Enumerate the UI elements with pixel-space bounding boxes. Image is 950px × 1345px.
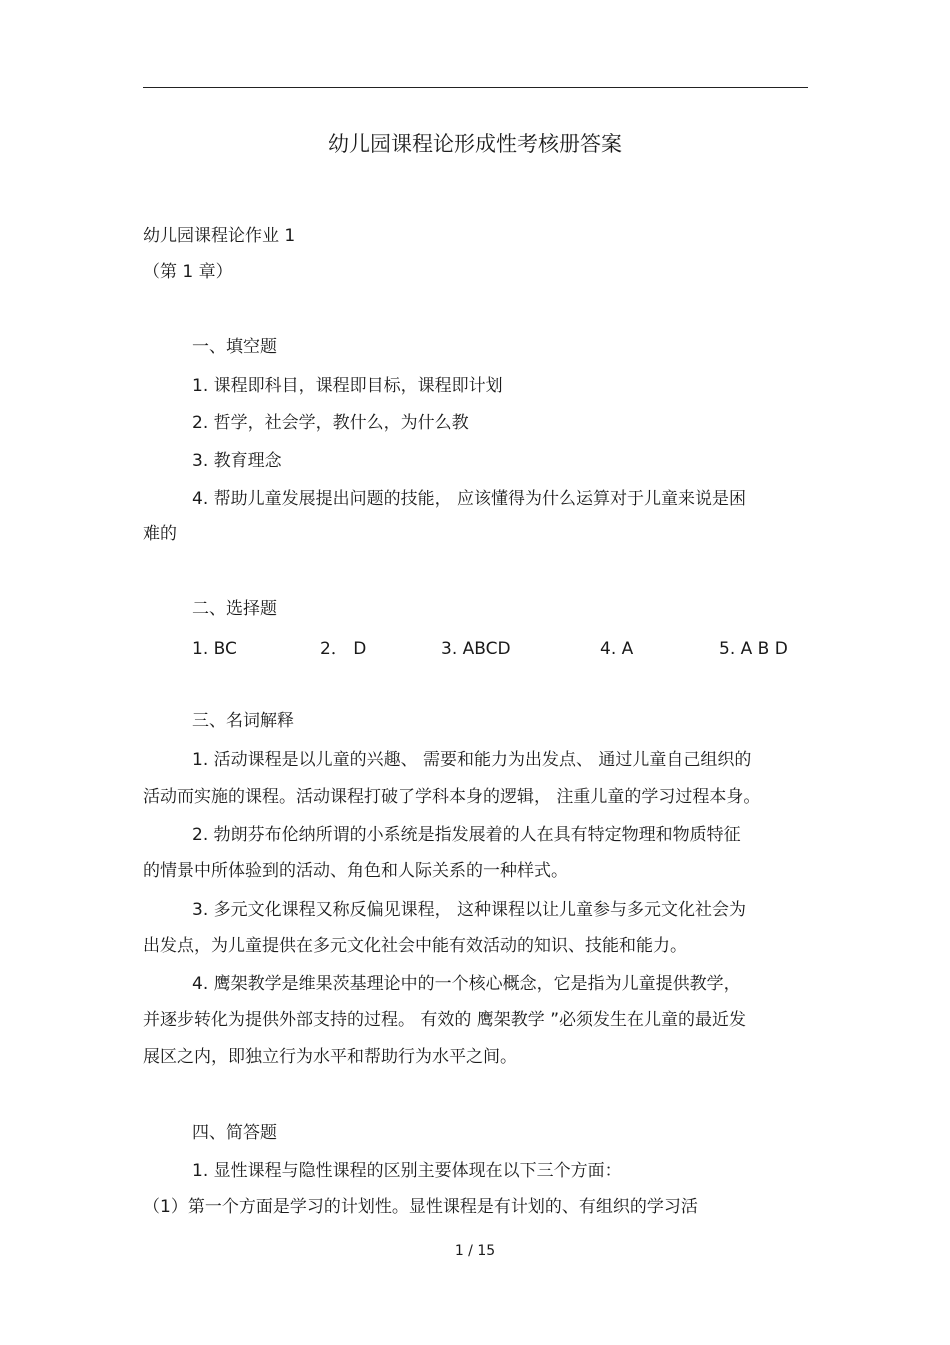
chapter-label: （第 1 章） xyxy=(143,262,233,282)
term-1-line-2: 活动而实施的课程。活动课程打破了学科本身的逻辑， 注重儿童的学习过程本身。 xyxy=(143,787,761,807)
page-title: 幼儿园课程论形成性考核册答案 xyxy=(328,132,622,156)
choice-answer-3: 3. ABCD xyxy=(441,639,511,659)
choice-answer-1: 1. BC xyxy=(192,639,237,659)
term-3-line-2: 出发点，为儿童提供在多元文化社会中能有效活动的知识、技能和能力。 xyxy=(143,936,687,956)
term-4-line-3: 展区之内，即独立行为水平和帮助行为水平之间。 xyxy=(143,1047,517,1067)
section-heading-terms: 三、名词解释 xyxy=(192,711,294,731)
term-2-line-1: 2. 勃朗芬布伦纳所谓的小系统是指发展着的人在具有特定物理和物质特征 xyxy=(192,825,741,845)
fill-blank-answer-3: 3. 教育理念 xyxy=(192,451,282,471)
fill-blank-answer-4: 4. 帮助儿童发展提出问题的技能， 应该懂得为什么运算对于儿童来说是困 xyxy=(192,489,747,509)
section-heading-choice: 二、选择题 xyxy=(192,599,277,619)
fill-blank-answer-2: 2. 哲学，社会学，教什么，为什么教 xyxy=(192,413,469,433)
choice-answer-2: 2． D xyxy=(320,639,367,659)
fill-blank-answer-4-cont: 难的 xyxy=(143,524,177,544)
section-heading-short-answer: 四、简答题 xyxy=(192,1123,277,1143)
term-3-line-1: 3. 多元文化课程又称反偏见课程， 这种课程以让儿童参与多元文化社会为 xyxy=(192,900,747,920)
term-1-line-1: 1. 活动课程是以儿童的兴趣、 需要和能力为出发点、 通过儿童自己组织的 xyxy=(192,750,752,770)
section-heading-fill-blank: 一、填空题 xyxy=(192,337,277,357)
term-4-line-2: 并逐步转化为提供外部支持的过程。 有效的 鹰架教学 ”必须发生在儿童的最近发 xyxy=(143,1010,747,1030)
short-answer-1-point-1: （1）第一个方面是学习的计划性。显性课程是有计划的、有组织的学习活 xyxy=(143,1197,698,1217)
page-number: 1 / 15 xyxy=(454,1243,496,1259)
choice-answer-5: 5. A B D xyxy=(719,639,788,659)
short-answer-1: 1. 显性课程与隐性课程的区别主要体现在以下三个方面： xyxy=(192,1161,622,1181)
choice-answer-4: 4. A xyxy=(600,639,634,659)
fill-blank-answer-1: 1. 课程即科目，课程即目标，课程即计划 xyxy=(192,376,503,396)
header-rule xyxy=(143,87,808,88)
term-4-line-1: 4. 鹰架教学是维果茨基理论中的一个核心概念，它是指为儿童提供教学， xyxy=(192,974,741,994)
term-2-line-2: 的情景中所体验到的活动、角色和人际关系的一种样式。 xyxy=(143,861,568,881)
assignment-title: 幼儿园课程论作业 1 xyxy=(143,226,296,246)
